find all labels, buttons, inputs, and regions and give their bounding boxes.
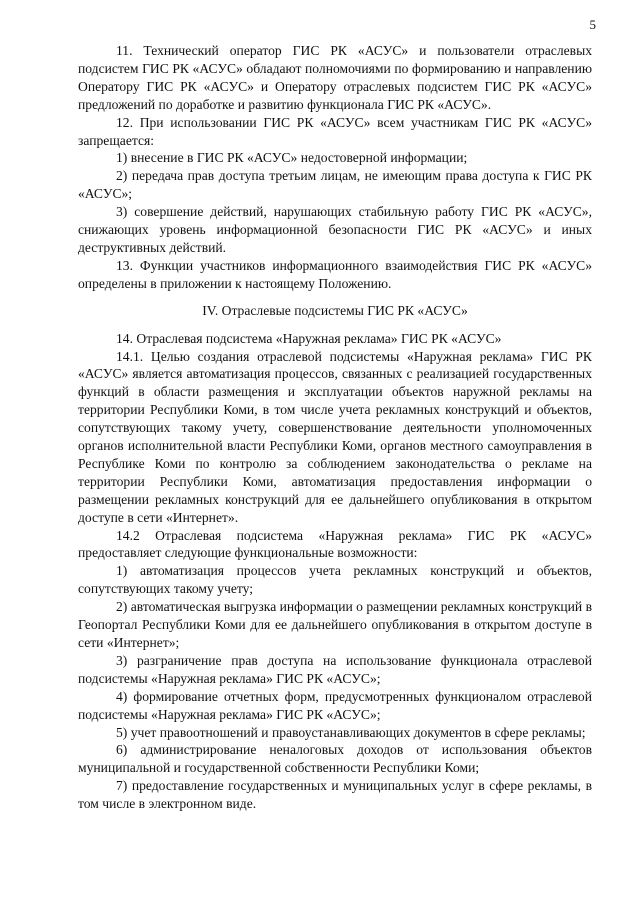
list-item-14-2-5: 5) учет правоотношений и правоустанавливающих документов в сфере рекламы; [116, 724, 586, 740]
paragraph-14-1: 14.1. Целью создания отраслевой подсистемы «Наружная реклама» ГИС РК «АСУС» является автоматизация процессов, связанных с реализацией государственных функций в области размещения и эксплуатации объектов наружной рекламы на территории Республики Коми, в том числе учета рекламных конструкций и объектов, сопутствующих такому учету, совершенствование деятельности уполномоченных органов исполнительной власти Республики Коми, органов местного самоуправления в Республике Коми по контролю за соблюдением законодательства о рекламе на территории Республики Коми, автоматизация предоставления информации о размещении рекламных конструкций для ее дальнейшего опубликования в открытом доступе в сети «Интернет». [78, 348, 592, 525]
list-item-12-3: 3) совершение действий, нарушающих стабильную работу ГИС РК «АСУС», снижающих уровень информационной безопасности ГИС РК «АСУС» и иных деструктивных действий. [78, 204, 592, 255]
list-item-14-2-6: 6) администрирование неналоговых доходов от использования объектов муниципальной и государственной собственности Республики Коми; [78, 742, 592, 776]
list-item-14-2-3: 3) разграничение прав доступа на использование функционала отраслевой подсистемы «Наружная реклама» ГИС РК «АСУС»; [78, 652, 592, 686]
list-item-14-2-7: 7) предоставление государственных и муниципальных услуг в сфере рекламы, в том числе в электронном виде. [78, 778, 592, 812]
page-number: 5 [589, 17, 596, 32]
list-item-14-2-1: 1) автоматизация процессов учета рекламных конструкций и объектов, сопутствующих такому учету; [78, 563, 592, 597]
paragraph-12: 12. При использовании ГИС РК «АСУС» всем участникам ГИС РК «АСУС» запрещается: [78, 114, 592, 148]
paragraph-11: 11. Технический оператор ГИС РК «АСУС» и пользователи отраслевых подсистем ГИС РК «АСУС» обладают полномочиями по формированию и направлению Оператору ГИС РК «АСУС» и Оператору отраслевых подсистем ГИС РК «АСУС» предложений по доработке и развитию функционала ГИС РК «АСУС». [78, 43, 592, 112]
paragraph-13: 13. Функции участников информационного взаимодействия ГИС РК «АСУС» определены в приложении к настоящему Положению. [78, 257, 592, 291]
document-body [78, 42, 592, 813]
section-heading: IV. Отраслевые подсистемы ГИС РК «АСУС» [202, 302, 468, 318]
list-item-14-2-4: 4) формирование отчетных форм, предусмотренных функционалом отраслевой подсистемы «Наружная реклама» ГИС РК «АСУС»; [78, 688, 592, 722]
list-item-12-1: 1) внесение в ГИС РК «АСУС» недостоверной информации; [116, 150, 468, 166]
paragraph-14-2: 14.2 Отраслевая подсистема «Наружная реклама» ГИС РК «АСУС» предоставляет следующие функциональные возможности: [78, 527, 592, 561]
list-item-14-2-2: 2) автоматическая выгрузка информации о размещении рекламных конструкций в Геопортал Республики Коми для ее дальнейшего опубликования в открытом доступе в сети «Интернет»; [78, 599, 592, 650]
paragraph-14: 14. Отраслевая подсистема «Наружная реклама» ГИС РК «АСУС» [116, 330, 502, 346]
list-item-12-2: 2) передача прав доступа третьим лицам, не имеющим права доступа к ГИС РК «АСУС»; [78, 168, 592, 202]
